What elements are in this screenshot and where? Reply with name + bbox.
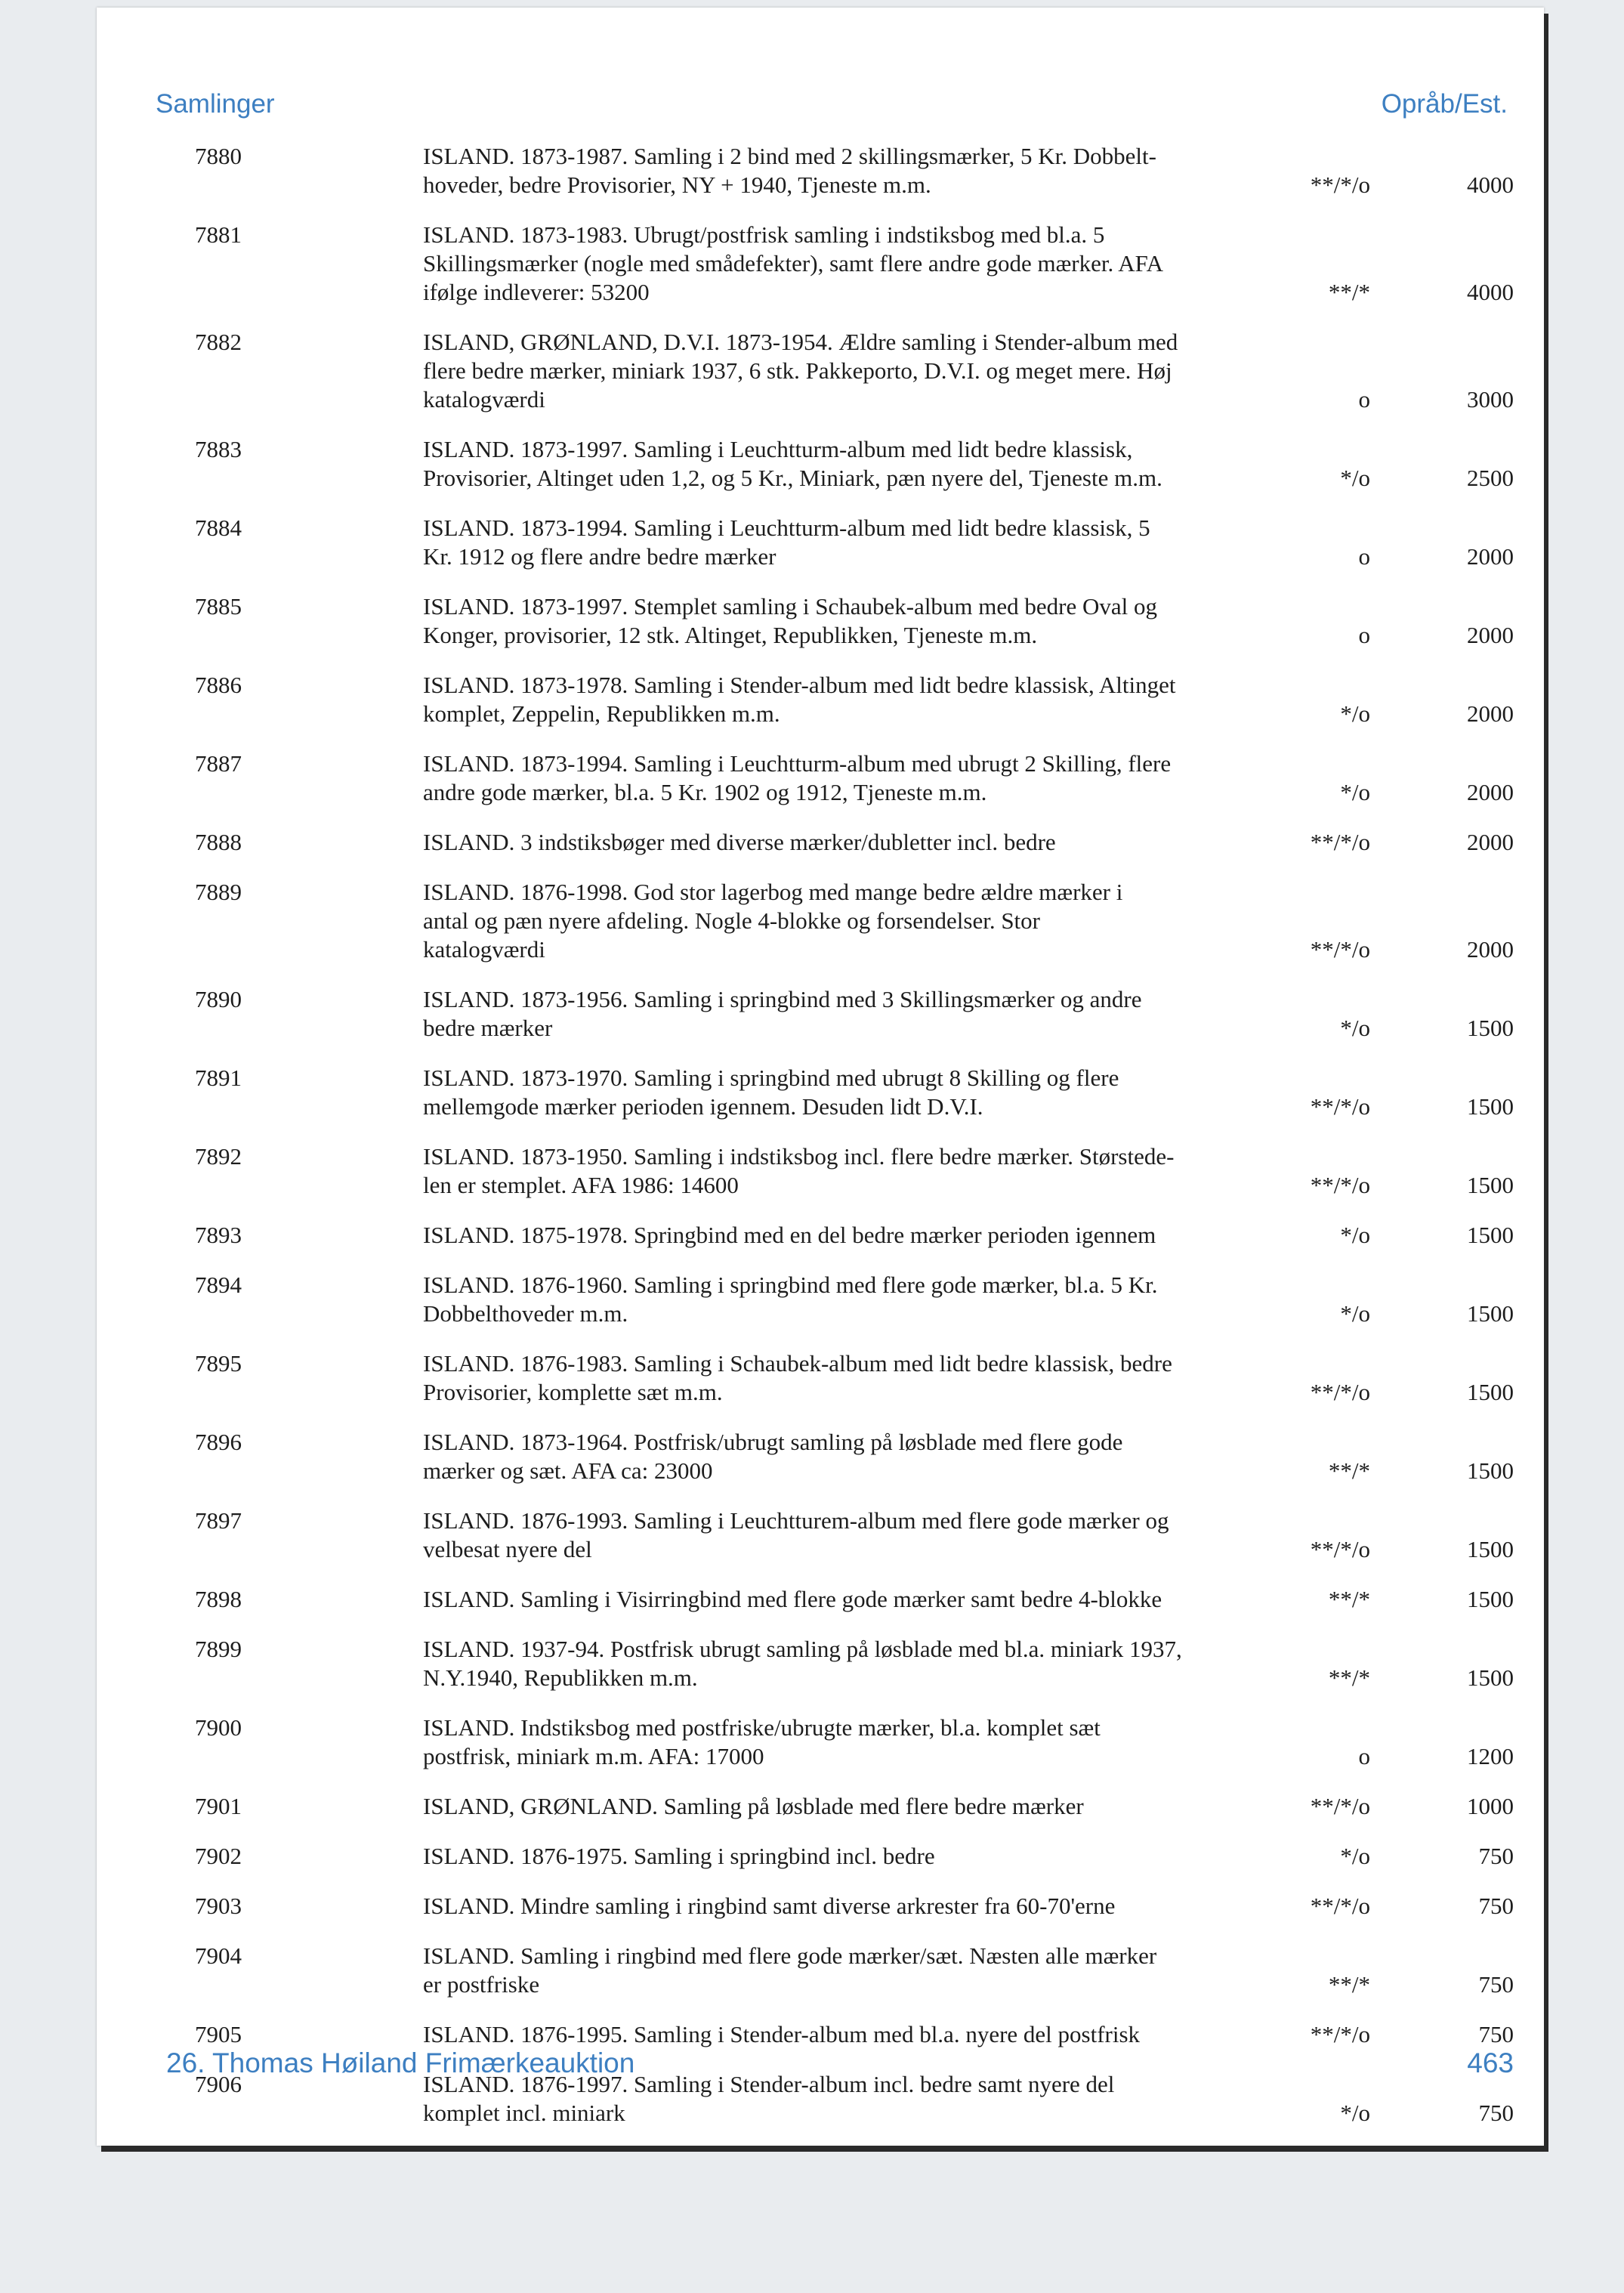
lot-estimate: 2000 — [1467, 779, 1514, 805]
lot-row — [97, 514, 1544, 571]
lot-estimate: 750 — [1478, 1893, 1514, 1919]
lot-estimate: 1500 — [1467, 1300, 1514, 1327]
lot-description: ISLAND. 1873-1956. Samling i springbind med 3 Skillingsmærker og andre bedre mærker — [423, 986, 1142, 1041]
lot-condition: **/*/o — [1310, 1379, 1370, 1405]
lot-number: 7897 — [195, 1507, 242, 1534]
lot-row — [97, 1892, 1544, 1921]
lot-row — [97, 1842, 1544, 1871]
lot-row — [97, 2020, 1544, 2049]
lot-number: 7905 — [195, 2021, 242, 2047]
lot-number: 7880 — [195, 143, 242, 169]
lot-condition: o — [1358, 1743, 1370, 1769]
lot-number: 7889 — [195, 879, 242, 905]
lot-condition: **/* — [1328, 1586, 1370, 1612]
lot-number: 7888 — [195, 829, 242, 855]
lot-row — [97, 1142, 1544, 1200]
lot-condition: **/*/o — [1310, 1793, 1370, 1819]
lot-number: 7904 — [195, 1942, 242, 1969]
lot-number: 7894 — [195, 1272, 242, 1298]
lot-number: 7884 — [195, 515, 242, 541]
lot-description: ISLAND, GRØNLAND. Samling på løsblade med flere bedre mærker — [423, 1793, 1084, 1819]
lot-estimate: 2000 — [1467, 543, 1514, 570]
lot-description: ISLAND. 1873-1950. Samling i indstiksbog incl. flere bedre mærker. Størstede- len er stemplet. AFA 1986: 14600 — [423, 1143, 1175, 1198]
lot-number: 7898 — [195, 1586, 242, 1612]
lot-estimate: 1500 — [1467, 1379, 1514, 1405]
lot-estimate: 1000 — [1467, 1793, 1514, 1819]
lot-condition: */o — [1340, 1222, 1370, 1248]
lot-row — [97, 1585, 1544, 1614]
lot-number: 7883 — [195, 436, 242, 462]
lot-row — [97, 328, 1544, 414]
lot-description: ISLAND. Samling i Visirringbind med flere gode mærker samt bedre 4-blokke — [423, 1586, 1162, 1612]
lot-description: ISLAND. 1873-1964. Postfrisk/ubrugt samling på løsblade med flere gode mærker og sæt. AFA ca: 23000 — [423, 1429, 1123, 1484]
lot-estimate: 1500 — [1467, 1536, 1514, 1562]
lot-description: ISLAND. Samling i ringbind med flere gode mærker/sæt. Næsten alle mærker er postfriske — [423, 1942, 1157, 1998]
lot-condition: */o — [1340, 1300, 1370, 1327]
lot-description: ISLAND. 1876-1960. Samling i springbind med flere gode mærker, bl.a. 5 Kr. Dobbelthoveder m.m. — [423, 1272, 1158, 1327]
lot-condition: */o — [1340, 779, 1370, 805]
page-number: 463 — [1467, 2047, 1514, 2078]
lot-row — [97, 1942, 1544, 1999]
lot-condition: **/* — [1328, 279, 1370, 305]
lot-row — [97, 1635, 1544, 1692]
lot-estimate: 2000 — [1467, 622, 1514, 648]
lot-row — [97, 749, 1544, 807]
lot-row — [97, 435, 1544, 493]
lot-condition: o — [1358, 622, 1370, 648]
lot-condition: **/*/o — [1310, 1536, 1370, 1562]
catalog-page — [97, 8, 1544, 2146]
lot-description: ISLAND. Indstiksbog med postfriske/ubrugte mærker, bl.a. komplet sæt postfrisk, miniark m.m. AFA: 17000 — [423, 1714, 1101, 1769]
lot-estimate: 750 — [1478, 1971, 1514, 1998]
lot-number: 7903 — [195, 1893, 242, 1919]
lot-row — [97, 1271, 1544, 1328]
lot-number: 7881 — [195, 221, 242, 248]
lot-estimate: 750 — [1478, 1843, 1514, 1869]
lot-condition: o — [1358, 543, 1370, 570]
lot-estimate: 2500 — [1467, 465, 1514, 491]
auction-name: 26. Thomas Høiland Frimærkeauktion — [166, 2047, 635, 2078]
lot-row — [97, 828, 1544, 857]
lot-condition: */o — [1340, 465, 1370, 491]
lot-estimate: 750 — [1478, 2021, 1514, 2047]
lot-condition: **/* — [1328, 1664, 1370, 1691]
lot-estimate: 2000 — [1467, 829, 1514, 855]
lot-estimate: 1500 — [1467, 1664, 1514, 1691]
lot-estimate: 3000 — [1467, 386, 1514, 413]
lot-row — [97, 1792, 1544, 1821]
lot-description: ISLAND. 1873-1994. Samling i Leuchtturm-album med lidt bedre klassisk, 5 Kr. 1912 og flere andre bedre mærker — [423, 515, 1150, 570]
lot-number: 7896 — [195, 1429, 242, 1455]
lot-number: 7895 — [195, 1350, 242, 1377]
lot-estimate: 1500 — [1467, 1015, 1514, 1041]
lot-list — [97, 142, 1544, 2149]
lot-description: ISLAND. 1873-1970. Samling i springbind med ubrugt 8 Skilling og flere mellemgode mærker perioden igennem. Desuden lidt D.V.I. — [423, 1065, 1119, 1120]
lot-estimate: 2000 — [1467, 700, 1514, 727]
lot-number: 7886 — [195, 672, 242, 698]
lot-description: ISLAND. Mindre samling i ringbind samt diverse arkrester fra 60-70'erne — [423, 1893, 1116, 1919]
lot-row — [97, 592, 1544, 650]
lot-condition: **/* — [1328, 1971, 1370, 1998]
lot-description: ISLAND, GRØNLAND, D.V.I. 1873-1954. Ældre samling i Stender-album med flere bedre mærker, miniark 1937, 6 stk. Pakkeporto, D.V.I. og meget mere. Høj katalogværdi — [423, 329, 1178, 413]
lot-description: ISLAND. 1876-1975. Samling i springbind incl. bedre — [423, 1843, 935, 1869]
lot-condition: */o — [1340, 1015, 1370, 1041]
lot-condition: **/*/o — [1310, 1172, 1370, 1198]
lot-estimate: 2000 — [1467, 936, 1514, 963]
estimate-column-header: Opråb/Est. — [1381, 89, 1508, 119]
lot-row — [97, 1428, 1544, 1485]
lot-row — [97, 985, 1544, 1043]
lot-description: ISLAND. 1873-1987. Samling i 2 bind med 2 skillingsmærker, 5 Kr. Dobbelt- hoveder, bedre Provisorier, NY + 1940, Tjeneste m.m. — [423, 143, 1156, 198]
lot-condition: **/* — [1328, 1457, 1370, 1484]
lot-number: 7892 — [195, 1143, 242, 1170]
lot-estimate: 1500 — [1467, 1457, 1514, 1484]
lot-number: 7906 — [195, 2071, 242, 2097]
lot-row — [97, 1064, 1544, 1121]
lot-estimate: 1500 — [1467, 1093, 1514, 1120]
lot-description: ISLAND. 1876-1995. Samling i Stender-album med bl.a. nyere del postfrisk — [423, 2021, 1141, 2047]
lot-estimate: 1200 — [1467, 1743, 1514, 1769]
lot-description: ISLAND. 1873-1983. Ubrugt/postfrisk samling i indstiksbog med bl.a. 5 Skillingsmærker (nogle med smådefekter), samt flere andre gode mærker. AFA ifølge indleverer: 53200 — [423, 221, 1163, 305]
lot-condition: **/*/o — [1310, 1893, 1370, 1919]
lot-number: 7890 — [195, 986, 242, 1012]
lot-estimate: 1500 — [1467, 1222, 1514, 1248]
lot-estimate: 4000 — [1467, 172, 1514, 198]
section-title: Samlinger — [156, 89, 275, 119]
lot-number: 7882 — [195, 329, 242, 355]
lot-row — [97, 221, 1544, 307]
lot-number: 7901 — [195, 1793, 242, 1819]
lot-number: 7893 — [195, 1222, 242, 1248]
lot-estimate: 1500 — [1467, 1172, 1514, 1198]
lot-row — [97, 671, 1544, 728]
lot-condition: **/*/o — [1310, 172, 1370, 198]
lot-estimate: 750 — [1478, 2100, 1514, 2126]
lot-description: ISLAND. 1876-1983. Samling i Schaubek-album med lidt bedre klassisk, bedre Provisorier, komplette sæt m.m. — [423, 1350, 1172, 1405]
lot-condition: o — [1358, 386, 1370, 413]
lot-number: 7899 — [195, 1636, 242, 1662]
lot-row — [97, 142, 1544, 199]
lot-condition: **/*/o — [1310, 1093, 1370, 1120]
lot-row — [97, 1714, 1544, 1771]
lot-description: ISLAND. 1873-1978. Samling i Stender-album med lidt bedre klassisk, Altinget komplet, Zeppelin, Republikken m.m. — [423, 672, 1176, 727]
lot-condition: **/*/o — [1310, 936, 1370, 963]
lot-number: 7885 — [195, 593, 242, 620]
lot-condition: **/*/o — [1310, 2021, 1370, 2047]
lot-condition: **/*/o — [1310, 829, 1370, 855]
lot-number: 7900 — [195, 1714, 242, 1741]
lot-description: ISLAND. 1876-1993. Samling i Leuchtturem-album med flere gode mærker og velbesat nyere del — [423, 1507, 1169, 1562]
lot-estimate: 1500 — [1467, 1586, 1514, 1612]
lot-condition: */o — [1340, 1843, 1370, 1869]
lot-row — [97, 1507, 1544, 1564]
lot-description: ISLAND. 1937-94. Postfrisk ubrugt samling på løsblade med bl.a. miniark 1937, N.Y.1940, Republikken m.m. — [423, 1636, 1182, 1691]
lot-description: ISLAND. 1873-1994. Samling i Leuchtturm-album med ubrugt 2 Skilling, flere andre gode mærker, bl.a. 5 Kr. 1902 og 1912, Tjeneste m.m. — [423, 750, 1172, 805]
lot-condition: */o — [1340, 2100, 1370, 2126]
lot-number: 7891 — [195, 1065, 242, 1091]
lot-description: ISLAND. 1873-1997. Stemplet samling i Schaubek-album med bedre Oval og Konger, provisorier, 12 stk. Altinget, Republikken, Tjeneste m.m. — [423, 593, 1158, 648]
lot-description: ISLAND. 1875-1978. Springbind med en del bedre mærker perioden igennem — [423, 1222, 1156, 1248]
lot-row — [97, 1349, 1544, 1407]
lot-description: ISLAND. 1873-1997. Samling i Leuchtturm-album med lidt bedre klassisk, Provisorier, Altinget uden 1,2, og 5 Kr., Miniark, pæn nyere del, Tjeneste m.m. — [423, 436, 1162, 491]
lot-number: 7887 — [195, 750, 242, 777]
lot-condition: */o — [1340, 700, 1370, 727]
lot-description: ISLAND. 1876-1997. Samling i Stender-album incl. bedre samt nyere del komplet incl. miniark — [423, 2071, 1115, 2126]
lot-description: ISLAND. 3 indstiksbøger med diverse mærker/dubletter incl. bedre — [423, 829, 1056, 855]
lot-estimate: 4000 — [1467, 279, 1514, 305]
lot-row — [97, 878, 1544, 964]
lot-number: 7902 — [195, 1843, 242, 1869]
lot-description: ISLAND. 1876-1998. God stor lagerbog med mange bedre ældre mærker i antal og pæn nyere afdeling. Nogle 4-blokke og forsendelser. Stor katalogværdi — [423, 879, 1123, 963]
lot-row — [97, 1221, 1544, 1250]
